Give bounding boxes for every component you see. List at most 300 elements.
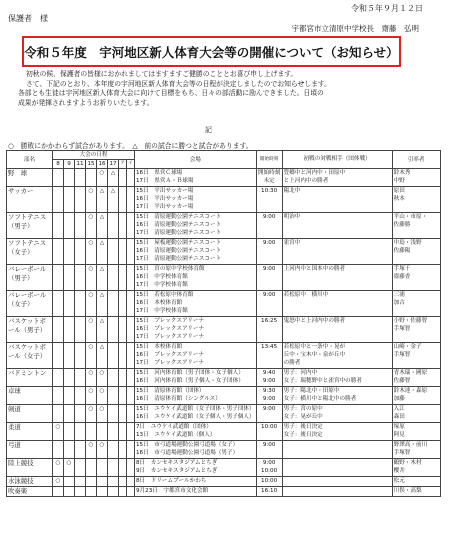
- schedule-table: [6, 150, 441, 497]
- venue-cell: [135, 487, 257, 497]
- cell-line: 8日 ドリームプールかわち: [136, 478, 207, 484]
- cell-line: 7日 ユウケイ武道館（団体）: [136, 424, 212, 430]
- day-mark: [97, 423, 108, 441]
- day-mark: [64, 265, 75, 291]
- sender: 宇都宮市立清原中学校長 齋藤 弘明: [291, 24, 419, 33]
- cell-line: 17日 ブレックスアリーナ: [136, 360, 205, 366]
- day-mark: ○: [97, 405, 108, 423]
- venue-cell: [135, 477, 257, 487]
- col-teacher: 引率者: [392, 151, 440, 169]
- day-mark: [64, 423, 75, 441]
- venue-cell: [135, 441, 257, 459]
- cell-line: 中野: [393, 178, 405, 184]
- day-mark: ○: [86, 369, 97, 387]
- cell-line: 原田: [393, 188, 405, 194]
- col-start: 開始時刻: [256, 151, 282, 169]
- day-mark: [53, 441, 64, 459]
- cell-line: 女子：瑞穂野中と雀宮中の勝者: [283, 378, 362, 384]
- table-row: [7, 187, 441, 213]
- day-mark: [108, 423, 119, 441]
- day-mark: ○: [86, 405, 97, 423]
- cell-line: 17日 清原運動公園テニスコート: [136, 230, 222, 236]
- day-mark: [127, 487, 135, 497]
- col-opponent: 初戦の対戦相手（団体戦）: [282, 151, 392, 169]
- day-mark: [64, 405, 75, 423]
- club-name: バレーボール（男子）: [7, 265, 53, 291]
- cell-line: 中島・浅野: [393, 240, 422, 246]
- day-mark: ○: [97, 169, 108, 187]
- day-mark: [75, 459, 86, 477]
- day-mark: [86, 169, 97, 187]
- day-mark: [53, 369, 64, 387]
- cell-line: 櫻井: [393, 468, 405, 474]
- day-mark: [64, 169, 75, 187]
- venue-cell: [135, 459, 257, 477]
- teacher-cell: [392, 317, 440, 343]
- teacher-cell: [392, 405, 440, 423]
- cell-line: 15日 清原運動公園テニスコート: [136, 214, 222, 220]
- cell-line: 齋藤香: [393, 274, 411, 280]
- day-mark: ○: [86, 239, 97, 265]
- start-time: 9:30 9:00: [256, 387, 282, 405]
- day-mark: [64, 291, 75, 317]
- cell-line: 鬼怒中と上河内中の勝者: [283, 318, 346, 324]
- opponent-cell: [282, 369, 392, 387]
- cell-line: 17日 中学校体育館: [136, 308, 188, 314]
- cell-line: 16日 県営Ｃ球場: [136, 170, 183, 176]
- day-mark: [108, 487, 119, 497]
- opponent-cell: [282, 441, 392, 459]
- cell-line: 小野・佐藤智: [393, 318, 428, 324]
- day-mark: [119, 317, 127, 343]
- cell-line: 上河内中と国本中の勝者: [283, 266, 346, 272]
- opponent-cell: [282, 265, 392, 291]
- document-date: 令和５年９月１２日: [351, 4, 423, 13]
- day-mark: [75, 317, 86, 343]
- day-mark: [75, 343, 86, 369]
- day-mark: [53, 317, 64, 343]
- cell-line: 16日 本校体育館: [136, 300, 183, 306]
- cell-line: 雀宮中: [283, 240, 301, 246]
- cell-line: 17日 清原運動公園テニスコート: [136, 256, 222, 262]
- cell-line: 丘中・宝木中・泉が丘中: [283, 352, 346, 358]
- day-mark: △: [97, 213, 108, 239]
- cell-line: 加古: [393, 300, 405, 306]
- title-box: [22, 36, 401, 67]
- cell-line: 青木瑞・國原: [393, 370, 428, 376]
- col-day: 11: [76, 161, 84, 167]
- teacher-cell: [392, 441, 440, 459]
- col-day: 8: [53, 160, 64, 169]
- day-mark: [108, 317, 119, 343]
- start-time: 16:25: [256, 317, 282, 343]
- cell-line: 16日 清原運動公園テニスコート: [136, 248, 222, 254]
- day-mark: [127, 317, 135, 343]
- col-day: 16: [98, 161, 106, 167]
- club-name: 剣道: [7, 405, 53, 423]
- day-mark: [75, 441, 86, 459]
- cell-line: 16日 ブレックスアリーナ: [136, 326, 205, 332]
- day-mark: [119, 343, 127, 369]
- day-mark: [97, 477, 108, 487]
- club-name: バドミントン: [7, 369, 53, 387]
- start-time: 10:30: [256, 187, 282, 213]
- day-mark: [64, 477, 75, 487]
- col-day: ア: [119, 160, 127, 169]
- day-mark: [127, 213, 135, 239]
- cell-line: の勝者: [283, 360, 301, 366]
- club-name: 吹奏楽: [7, 487, 53, 497]
- cell-line: 男子：宮の原中: [283, 406, 323, 412]
- opponent-cell: [282, 405, 392, 423]
- day-mark: [53, 169, 64, 187]
- day-mark: [119, 291, 127, 317]
- cell-line: 陽北中: [283, 188, 301, 194]
- cell-line: 平山・市原・: [393, 214, 428, 220]
- cell-line: 9月23日 宇都宮市文化会館: [136, 488, 209, 494]
- day-mark: △: [108, 169, 119, 187]
- day-mark: ○: [86, 291, 97, 317]
- opponent-cell: [282, 459, 392, 477]
- teacher-cell: [392, 169, 440, 187]
- cell-line: 15日 宮の原中学校体育館: [136, 266, 205, 272]
- day-mark: ○: [53, 477, 64, 487]
- table-row: [7, 265, 441, 291]
- opponent-cell: [282, 213, 392, 239]
- day-mark: [53, 405, 64, 423]
- teacher-cell: [392, 387, 440, 405]
- cell-line: 森田: [393, 414, 405, 420]
- document-title: 令和５年度 宇河地区新人体育大会等の開催について（お知らせ）: [24, 44, 399, 60]
- day-mark: [64, 213, 75, 239]
- day-mark: ○: [97, 441, 108, 459]
- day-mark: ○: [86, 187, 97, 213]
- cell-line: と上河内中の勝者: [283, 178, 329, 184]
- day-mark: [75, 291, 86, 317]
- opponent-cell: [282, 239, 392, 265]
- cell-line: 手塚千: [393, 266, 411, 272]
- day-mark: [53, 239, 64, 265]
- club-name: バレーボール（女子）: [7, 291, 53, 317]
- col-day: 17: [109, 161, 117, 167]
- day-mark: [119, 477, 127, 487]
- teacher-cell: [392, 187, 440, 213]
- venue-cell: [135, 213, 257, 239]
- cell-line: 佐藤智: [393, 378, 411, 384]
- day-mark: [119, 169, 127, 187]
- day-mark: [75, 423, 86, 441]
- day-mark: ○: [64, 459, 75, 477]
- cell-line: 15日 平出サッカー場: [136, 188, 194, 194]
- cell-line: 15日 ユウケイ武道館（女子団体・男子団体）: [136, 406, 255, 412]
- day-mark: ○: [97, 369, 108, 387]
- day-mark: [127, 459, 135, 477]
- start-time: 9:00: [256, 291, 282, 317]
- cell-line: 女子：晃が丘中: [283, 414, 323, 420]
- opponent-cell: [282, 291, 392, 317]
- day-mark: [119, 405, 127, 423]
- day-mark: △: [97, 239, 108, 265]
- day-mark: [119, 459, 127, 477]
- cell-line: 手塚智: [393, 352, 411, 358]
- opponent-cell: [282, 487, 392, 497]
- start-time: 9:00: [256, 213, 282, 239]
- day-mark: ○: [86, 387, 97, 405]
- day-mark: [119, 265, 127, 291]
- day-mark: [127, 405, 135, 423]
- day-mark: ○: [86, 265, 97, 291]
- club-name: 野 球: [7, 169, 53, 187]
- club-name: バスケットボール（男子）: [7, 317, 53, 343]
- cell-line: 16日 ブレックスアリーナ: [136, 352, 205, 358]
- day-mark: [64, 387, 75, 405]
- body-line: 各部とも生徒は宇河地区新人体育大会に向けて目標をもち、日々の部活動に励んできました。日頃の: [18, 89, 324, 98]
- table-row: [7, 317, 441, 343]
- day-mark: [86, 423, 97, 441]
- day-mark: ○: [53, 423, 64, 441]
- opponent-cell: [282, 387, 392, 405]
- cell-line: 16日 市弓道場運動公園弓道場（男子）: [136, 450, 239, 456]
- cell-line: 鈴木達・森原: [393, 388, 428, 394]
- day-mark: [53, 187, 64, 213]
- venue-cell: [135, 387, 257, 405]
- table-row: [7, 459, 441, 477]
- day-mark: [119, 213, 127, 239]
- day-mark: [64, 487, 75, 497]
- day-mark: [53, 387, 64, 405]
- cell-line: 山崎・金子: [393, 344, 422, 350]
- cell-line: 16日 清原運動公園テニスコート: [136, 222, 222, 228]
- day-mark: [127, 265, 135, 291]
- teacher-cell: [392, 477, 440, 487]
- day-mark: [127, 423, 135, 441]
- day-mark: [75, 369, 86, 387]
- cell-line: 16日 清原体育館（シングルス）: [136, 396, 221, 402]
- cell-line: 男子：後日決定: [283, 424, 323, 430]
- cell-line: 15日 屋板運動公園テニスコート: [136, 240, 222, 246]
- addressee: 保護者 様: [8, 14, 48, 23]
- day-mark: [75, 187, 86, 213]
- club-name: 弓道: [7, 441, 53, 459]
- day-mark: ○: [97, 387, 108, 405]
- teacher-cell: [392, 369, 440, 387]
- day-mark: [64, 441, 75, 459]
- day-mark: [64, 239, 75, 265]
- venue-cell: [135, 369, 257, 387]
- day-mark: [127, 291, 135, 317]
- day-mark: [108, 387, 119, 405]
- start-time: 9:00: [256, 405, 282, 423]
- club-name: ソフトテニス（男子）: [7, 213, 53, 239]
- day-mark: [108, 239, 119, 265]
- day-mark: [53, 343, 64, 369]
- venue-cell: [135, 291, 257, 317]
- day-mark: [108, 405, 119, 423]
- cell-line: 鈴木秀: [393, 170, 411, 176]
- day-mark: [119, 423, 127, 441]
- table-row: [7, 423, 441, 441]
- teacher-cell: [392, 213, 440, 239]
- cell-line: 鶴野・木村: [393, 460, 422, 466]
- day-mark: [127, 441, 135, 459]
- day-mark: ○: [86, 317, 97, 343]
- header-row: [7, 151, 441, 160]
- body-text: [18, 70, 438, 108]
- teacher-cell: [392, 487, 440, 497]
- day-mark: [64, 369, 75, 387]
- schedule-body: [7, 169, 441, 497]
- day-mark: [127, 187, 135, 213]
- day-mark: [75, 387, 86, 405]
- day-mark: [119, 441, 127, 459]
- club-name: 水泳競技: [7, 477, 53, 487]
- day-mark: [53, 265, 64, 291]
- table-row: [7, 239, 441, 265]
- table-row: [7, 477, 441, 487]
- day-mark: [75, 487, 86, 497]
- body-line: さて、下記のとおり、本年度の宇河地区新人体育大会等の日程が決定しましたのでお知らせします。: [26, 79, 331, 88]
- day-mark: ○: [86, 441, 97, 459]
- day-mark: [108, 265, 119, 291]
- day-mark: [108, 291, 119, 317]
- opponent-cell: [282, 343, 392, 369]
- club-name: サッカー: [7, 187, 53, 213]
- start-time: 13:45: [256, 343, 282, 369]
- cell-line: 手塚智: [393, 326, 411, 332]
- start-time: 10:00: [256, 477, 282, 487]
- teacher-cell: [392, 265, 440, 291]
- cell-line: 三浦: [393, 292, 405, 298]
- day-mark: [127, 387, 135, 405]
- club-name: バスケットボール（女子）: [7, 343, 53, 369]
- day-mark: [64, 317, 75, 343]
- ki-heading: 記: [205, 126, 212, 134]
- venue-cell: [135, 317, 257, 343]
- day-mark: [64, 343, 75, 369]
- day-mark: △: [97, 343, 108, 369]
- cell-line: 阿見: [393, 432, 405, 438]
- cell-line: 加藤: [393, 396, 405, 402]
- body-line: 初秋の候、保護者の皆様におかれましてはますますご健勝のこととお喜び申し上げます。: [26, 70, 298, 78]
- cell-line: 男子：陽北中・田原中: [283, 388, 340, 394]
- teacher-cell: [392, 343, 440, 369]
- venue-cell: [135, 239, 257, 265]
- cell-line: 15日 本校体育館: [136, 344, 183, 350]
- col-days-group: 大会の日程: [53, 151, 135, 160]
- opponent-cell: [282, 317, 392, 343]
- start-time: 9:00: [256, 441, 282, 459]
- cell-line: 17日 中学校体育館: [136, 282, 188, 288]
- start-time: 開始時刻未定: [256, 169, 282, 187]
- opponent-cell: [282, 423, 392, 441]
- cell-line: 13日 ユウケイ武道館（個人）: [136, 432, 216, 438]
- day-mark: [75, 213, 86, 239]
- col-day: イ: [127, 160, 135, 169]
- cell-line: 9日 カンセキスタジアムとちぎ: [136, 468, 218, 474]
- cell-line: 17日 県営Ａ・Ｂ球場: [136, 178, 194, 184]
- cell-line: 野澤高・前川: [393, 442, 428, 448]
- day-mark: [108, 369, 119, 387]
- day-mark: [127, 343, 135, 369]
- cell-line: 15日 河内体育館（男子団体・女子個人）: [136, 370, 244, 376]
- day-mark: [119, 369, 127, 387]
- cell-line: 豊郷中と河内中・田原中: [283, 170, 346, 176]
- venue-cell: [135, 405, 257, 423]
- start-time: 9:00 10:00: [256, 459, 282, 477]
- teacher-cell: [392, 423, 440, 441]
- teacher-cell: [392, 239, 440, 265]
- teacher-cell: [392, 459, 440, 477]
- cell-line: 女子：後日決定: [283, 432, 323, 438]
- day-mark: [75, 405, 86, 423]
- cell-line: 17日 ブレックスアリーナ: [136, 334, 205, 340]
- cell-line: 8日 カンセキスタジアムとちぎ: [136, 460, 218, 466]
- day-mark: △: [97, 291, 108, 317]
- start-time: 9:00: [256, 239, 282, 265]
- col-day: 15: [87, 161, 95, 167]
- day-mark: [108, 343, 119, 369]
- venue-cell: [135, 343, 257, 369]
- venue-cell: [135, 187, 257, 213]
- table-row: [7, 387, 441, 405]
- day-mark: [53, 291, 64, 317]
- day-mark: [127, 169, 135, 187]
- start-time: 16:10: [256, 487, 282, 497]
- cell-line: 入江: [393, 406, 405, 412]
- cell-line: 若松原中 横川中: [283, 292, 329, 298]
- day-mark: [119, 487, 127, 497]
- day-mark: [86, 487, 97, 497]
- cell-line: 若松原中と一条中・晃が: [283, 344, 346, 350]
- table-row: [7, 213, 441, 239]
- table-row: [7, 343, 441, 369]
- day-mark: [119, 239, 127, 265]
- cell-line: 15日 清原体育館（団体）: [136, 388, 205, 394]
- day-mark: △: [97, 187, 108, 213]
- cell-line: 15日 ブレックスアリーナ: [136, 318, 205, 324]
- day-mark: [108, 441, 119, 459]
- table-row: [7, 441, 441, 459]
- day-mark: [75, 265, 86, 291]
- venue-cell: [135, 423, 257, 441]
- start-time: 9:00: [256, 265, 282, 291]
- cell-line: 明治中: [283, 214, 301, 220]
- day-mark: △: [108, 187, 119, 213]
- table-row: [7, 291, 441, 317]
- body-line: 成果が発揮されますようお祈りいたします。: [18, 98, 154, 107]
- day-mark: [127, 369, 135, 387]
- cell-line: 男子：河内中: [283, 370, 318, 376]
- cell-line: 16日 中学校体育館: [136, 274, 188, 280]
- col-club: 部名: [7, 151, 53, 169]
- day-mark: [53, 487, 64, 497]
- day-mark: [53, 213, 64, 239]
- day-mark: [86, 459, 97, 477]
- table-row: [7, 405, 441, 423]
- cell-line: 佐藤勝: [393, 222, 411, 228]
- day-mark: [75, 169, 86, 187]
- day-mark: △: [97, 265, 108, 291]
- club-name: 陸上競技: [7, 459, 53, 477]
- day-mark: [108, 213, 119, 239]
- col-venue: 会場: [135, 151, 257, 169]
- table-row: [7, 487, 441, 497]
- opponent-cell: [282, 477, 392, 487]
- day-mark: [119, 387, 127, 405]
- day-mark: [119, 187, 127, 213]
- cell-line: 16日 ユウケイ武道館（女子個人・男子個人）: [136, 414, 255, 420]
- opponent-cell: [282, 169, 392, 187]
